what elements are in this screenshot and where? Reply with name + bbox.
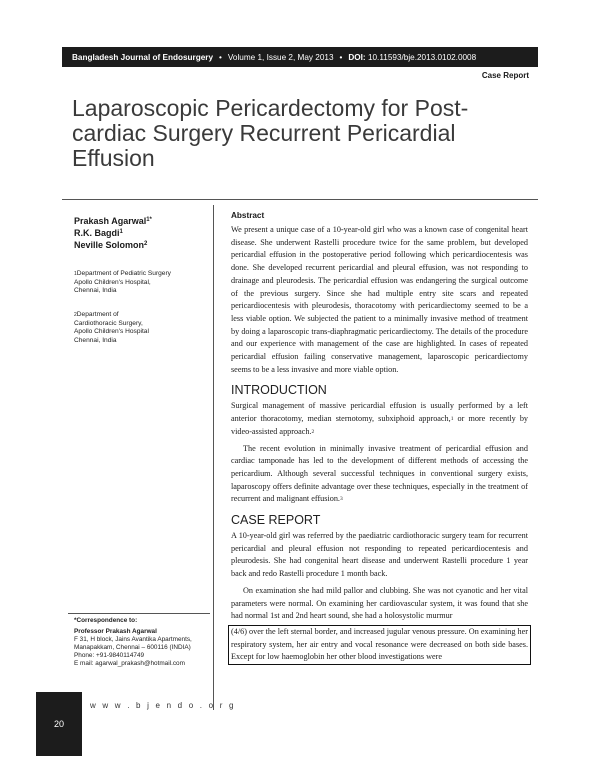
journal-url[interactable]: w w w . b j e n d o . o r g — [90, 701, 236, 710]
case-report-paragraph: On examination she had mild pallor and clubbing. She was not cyanotic and her vital parameters were normal. On examining her cardiovascular system, it was found that she had normal 1st and 2nd heart sound, she had a holosystolic murmur — [231, 585, 528, 621]
correspondence-phone: Phone: +91-9840114749 — [74, 652, 145, 659]
author-name: Prakash Agarwal$^{1*}$ — [74, 216, 152, 226]
journal-name: Bangladesh Journal of Endosurgery — [72, 52, 214, 62]
header-bullet: • — [339, 52, 343, 62]
correspondence-divider — [68, 613, 210, 614]
correspondence-email[interactable]: E mail: agarwal_prakash@hotmail.com — [74, 660, 185, 667]
author-name: Neville Solomon$^2$ — [74, 240, 148, 250]
correspondence-name: Professor Prakash Agarwal — [74, 628, 157, 635]
correspondence-address: F 31, H block, Jains Avantika Apartments, — [74, 636, 192, 643]
article-title: Laparoscopic Pericardectomy for Post-cardiac Surgery Recurrent Pericardial Effusion — [72, 95, 469, 171]
correspondence-block — [74, 617, 192, 668]
article-type: Case Report — [481, 71, 529, 80]
correspondence-heading: *Correspondence to: — [74, 617, 138, 624]
page-number: 20 — [36, 692, 82, 756]
doi-link[interactable]: 10.11593/bje.2013.0102.0008 — [367, 52, 477, 62]
journal-header-bar — [62, 47, 538, 67]
doi-label: DOI: — [348, 52, 366, 62]
affiliation: $^2$Department of Cardiothoracic Surgery, Apollo Children's Hospital Chennai, India — [74, 311, 149, 344]
article-body — [231, 211, 528, 665]
highlighted-text-box: (4/6) over the left sternal border, and increased jugular venous pressure. On examining her respiratory system, her air entry and vocal resonance were decreased on both side bases. Except for low haemoglobin her other blood investigations were — [228, 625, 531, 665]
author-list — [74, 215, 152, 251]
abstract-text: We present a unique case of a 10-year-old girl who was a known case of congenital heart disease. She underwent Rastelli procedure twice for the same problem, but developed pericardial effusion in the postoperative period following which pericardiocentesis was done. She developed recurrent pericardial and pleural effusion, was not responding to drainage and pleurodesis. The pericardial effusion was endangering the surgical outcome of the previous surgery. Since she had multiple entry site scars and repeated pericardiocentesis with pleurodesis, thoracotomy with pericardiectomy seemed to be a less viable option. We subjected the patient to a minimally invasive method of treatment by doing a laparoscopic trans-diaphragmatic pericardiectomy. The details of the procedure and our experience with management of the case are highlighted. In cases of repeated pericardial effusion failing conservative management, laparoscopic pericardiectomy seems to be a less invasive and more viable option. — [231, 225, 528, 374]
case-report-heading: CASE REPORT — [231, 513, 321, 528]
introduction-paragraph: Surgical management of massive pericardial effusion is usually performed by a left anterior thoracotomy, median sternotomy, subxiphoid approach,$^1$ or more recently by video-assisted approach.$^2$ — [231, 401, 529, 436]
author-name: R.K. Bagdi$^1$ — [74, 228, 123, 238]
case-report-paragraph: A 10-year-old girl was referred by the paediatric cardiothoracic surgery team for recurrent pericardial and pleural effusion not responding to repeated pericardiocentesis and pleurodesis. She had congenital heart disease and underwent Rastelli procedure 1 year back and redo Rastelli procedure 1 month back. — [231, 531, 528, 579]
introduction-paragraph: The recent evolution in minimally invasive treatment of pericardial effusion and cardiac tamponade has led to the development of different methods of accessing the pericardium. Although several successful techniques in conventional surgery exists, laparoscopy offers definite advantage over these techniques, especially in the treatment of recurrent and malignant effusion.$^3$ — [231, 443, 528, 504]
correspondence-address: Manapakkam, Chennai – 600116 (INDIA) — [74, 644, 191, 651]
affiliation: $^1$Department of Pediatric Surgery Apollo Children's Hospital, Chennai, India — [74, 270, 171, 295]
introduction-heading: INTRODUCTION — [231, 383, 327, 398]
abstract-heading: Abstract — [231, 211, 265, 220]
header-bullet: • — [219, 52, 222, 62]
journal-issue: Volume 1, Issue 2, May 2013 — [227, 52, 334, 62]
title-divider — [62, 199, 538, 200]
